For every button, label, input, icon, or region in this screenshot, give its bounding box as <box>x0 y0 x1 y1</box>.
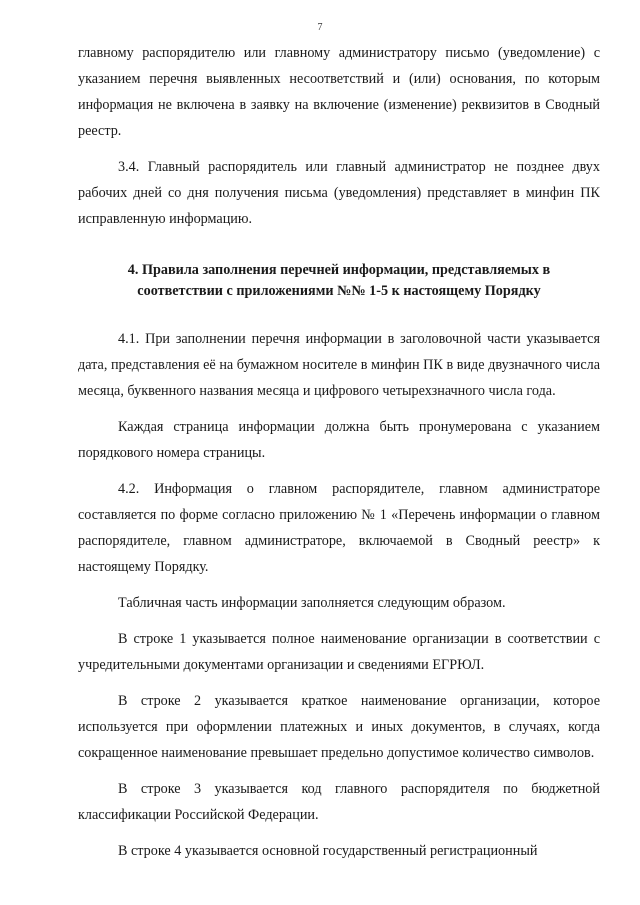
paragraph-row-3: В строке 3 указывается код главного распорядителя по бюджетной классификации Российской Федерации. <box>78 781 600 823</box>
paragraph-continuation: главному распорядителю или главному администратору письмо (уведомление) с указанием перечня выявленных несоответствий и (или) основания, по которым информация не включена в заявку на включение (изменение) реквизитов в Сводный реестр. <box>78 45 600 139</box>
paragraph-row-2: В строке 2 указывается краткое наименование организации, которое используется при оформлении платежных и иных документов, в случаях, когда сокращенное наименование превышает предельно допустимое количество символов. <box>78 693 600 761</box>
paragraph-4-2: 4.2. Информация о главном распорядителе, главном администраторе составляется по форме согласно приложению № 1 «Перечень информации о главном распорядителе, главном администраторе, включаемой в Сводный реестр» к настоящему Порядку. <box>78 481 600 575</box>
paragraph-row-1: В строке 1 указывается полное наименование организации в соответствии с учредительными документами организации и сведениями ЕГРЮЛ. <box>78 631 600 673</box>
paragraph-4-1: 4.1. При заполнении перечня информации в заголовочной части указывается дата, представления её на бумажном носителе в минфин ПК в виде двузначного числа месяца, буквенного названия месяца и цифрового четырехзначного числа года. <box>78 331 600 399</box>
page-number: 7 <box>317 22 323 33</box>
paragraph-3-4: 3.4. Главный распорядитель или главный администратор не позднее двух рабочих дней со дня получения письма (уведомления) представляет в минфин ПК исправленную информацию. <box>78 159 600 227</box>
paragraph-table-intro: Табличная часть информации заполняется следующим образом. <box>118 595 506 611</box>
paragraph-row-4: В строке 4 указывается основной государственный регистрационный <box>118 843 538 859</box>
section-heading: 4. Правила заполнения перечней информации, представляемых в соответствии с приложениями №№ 1-5 к настоящему Порядку <box>127 262 551 299</box>
document-body <box>78 40 600 874</box>
paragraph-page-numbering: Каждая страница информации должна быть пронумерована с указанием порядкового номера страницы. <box>78 419 600 461</box>
